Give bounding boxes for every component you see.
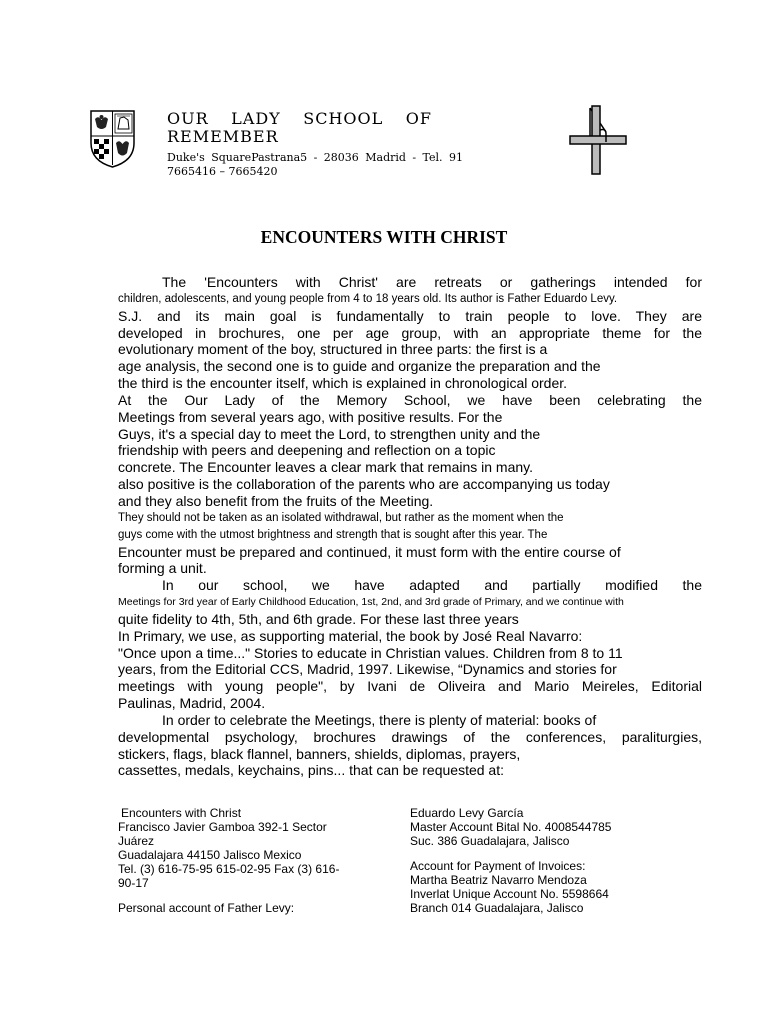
body-line: The 'Encounters with Christ' are retreats or gatherings intended for <box>162 274 702 290</box>
body-line: Encounter must be prepared and continued, it must form with the entire course of <box>118 543 621 560</box>
body-line: In Primary, we use, as supporting material, the book by José Real Navarro: <box>118 627 583 644</box>
body-line: Guys, it's a special day to meet the Lord, to strengthen unity and the <box>118 425 541 442</box>
body-line: evolutionary moment of the boy, structured in three parts: the first is a <box>118 341 548 358</box>
school-address <box>167 151 463 179</box>
footer-left-line: 90-17 <box>118 876 149 890</box>
page-title: ENCOUNTERS WITH CHRIST <box>260 227 508 247</box>
footer-left-line: Juárez <box>118 834 155 848</box>
footer-left-line: Francisco Javier Gamboa 392-1 Sector <box>118 820 327 834</box>
footer-right-line: Martha Beatriz Navarro Mendoza <box>410 873 587 887</box>
body-line: quite fidelity to 4th, 5th, and 6th grade. For these last three years <box>118 610 519 627</box>
footer-left-line: Personal account of Father Levy: <box>118 901 295 915</box>
body-line: They should not be taken as an isolated withdrawal, but rather as the moment when the <box>118 511 564 524</box>
address-line2: 7665416 – 7665420 <box>167 165 278 178</box>
body-line: cassettes, medals, keychains, pins... that can be requested at: <box>118 762 504 779</box>
body-line: In order to celebrate the Meetings, there is plenty of material: books of <box>162 711 597 728</box>
school-header <box>167 109 463 179</box>
footer-right-line: Branch 014 Guadalajara, Jalisco <box>410 901 584 915</box>
body-line: and they also benefit from the fruits of the Meeting. <box>118 492 434 509</box>
body-line: children, adolescents, and young people from 4 to 18 years old. Its author is Father Eduardo Levy. <box>118 292 618 305</box>
body-line: meetings with young people", by Ivani de Oliveira and Mario Meireles, Editorial <box>118 678 702 695</box>
body-line: developmental psychology, brochures drawings of the conferences, paraliturgies, <box>118 728 702 745</box>
footer-account-info <box>410 806 640 915</box>
body-text <box>118 274 702 779</box>
body-line: guys come with the utmost brightness and strength that is sought after this year. The <box>118 528 548 541</box>
body-line: Paulinas, Madrid, 2004. <box>118 695 266 712</box>
body-line: developed in brochures, one per age group, with an appropriate theme for the <box>118 324 702 341</box>
body-line: S.J. and its main goal is fundamentally to train people to love. They are <box>118 307 702 324</box>
body-line: In our school, we have adapted and partially modified the <box>162 577 702 594</box>
body-line: At the Our Lady of the Memory School, we have been celebrating the <box>118 391 702 408</box>
body-line: concrete. The Encounter leaves a clear mark that remains in many. <box>118 459 534 476</box>
school-coat-of-arms-icon <box>89 109 136 169</box>
footer-left-line: Guadalajara 44150 Jalisco Mexico <box>118 848 302 862</box>
body-line: Meetings from several years ago, with positive results. For the <box>118 408 503 425</box>
footer-left-line: Tel. (3) 616-75-95 615-02-95 Fax (3) 616- <box>118 862 340 876</box>
cross-logo-icon <box>566 104 628 176</box>
footer-contact-address <box>118 806 366 915</box>
footer-right-line: Suc. 386 Guadalajara, Jalisco <box>410 834 570 848</box>
body-line: also positive is the collaboration of the parents who are accompanying us today <box>118 476 610 493</box>
body-line: years, from the Editorial CCS, Madrid, 1997. Likewise, “Dynamics and stories for <box>118 661 617 678</box>
address-line1: Duke's SquarePastrana5 - 28036 Madrid - Tel. 91 <box>167 151 463 164</box>
body-line: friendship with peers and deepening and reflection on a topic <box>118 442 496 459</box>
body-line: Meetings for 3rd year of Early Childhood Education, 1st, 2nd, and 3rd grade of Primary, and we continue with <box>118 596 624 609</box>
school-name-line2: REMEMBER <box>167 127 279 146</box>
body-line: age analysis, the second one is to guide and organize the preparation and the <box>118 358 601 375</box>
footer-right-line: Inverlat Unique Account No. 5598664 <box>410 887 609 901</box>
body-line: "Once upon a time..." Stories to educate in Christian values. Children from 8 to 11 <box>118 644 623 661</box>
body-line: stickers, flags, black flannel, banners, shields, diplomas, prayers, <box>118 745 521 762</box>
footer-left-line: Encounters with Christ <box>121 806 242 820</box>
footer-right-line: Account for Payment of Invoices: <box>410 859 586 873</box>
footer-right-line: Eduardo Levy García <box>410 806 524 820</box>
body-line: forming a unit. <box>118 560 207 577</box>
school-name-line1: OUR LADY SCHOOL OF <box>167 109 432 128</box>
footer-right-line: Master Account Bital No. 4008544785 <box>410 820 612 834</box>
body-line: the third is the encounter itself, which is explained in chronological order. <box>118 375 568 392</box>
